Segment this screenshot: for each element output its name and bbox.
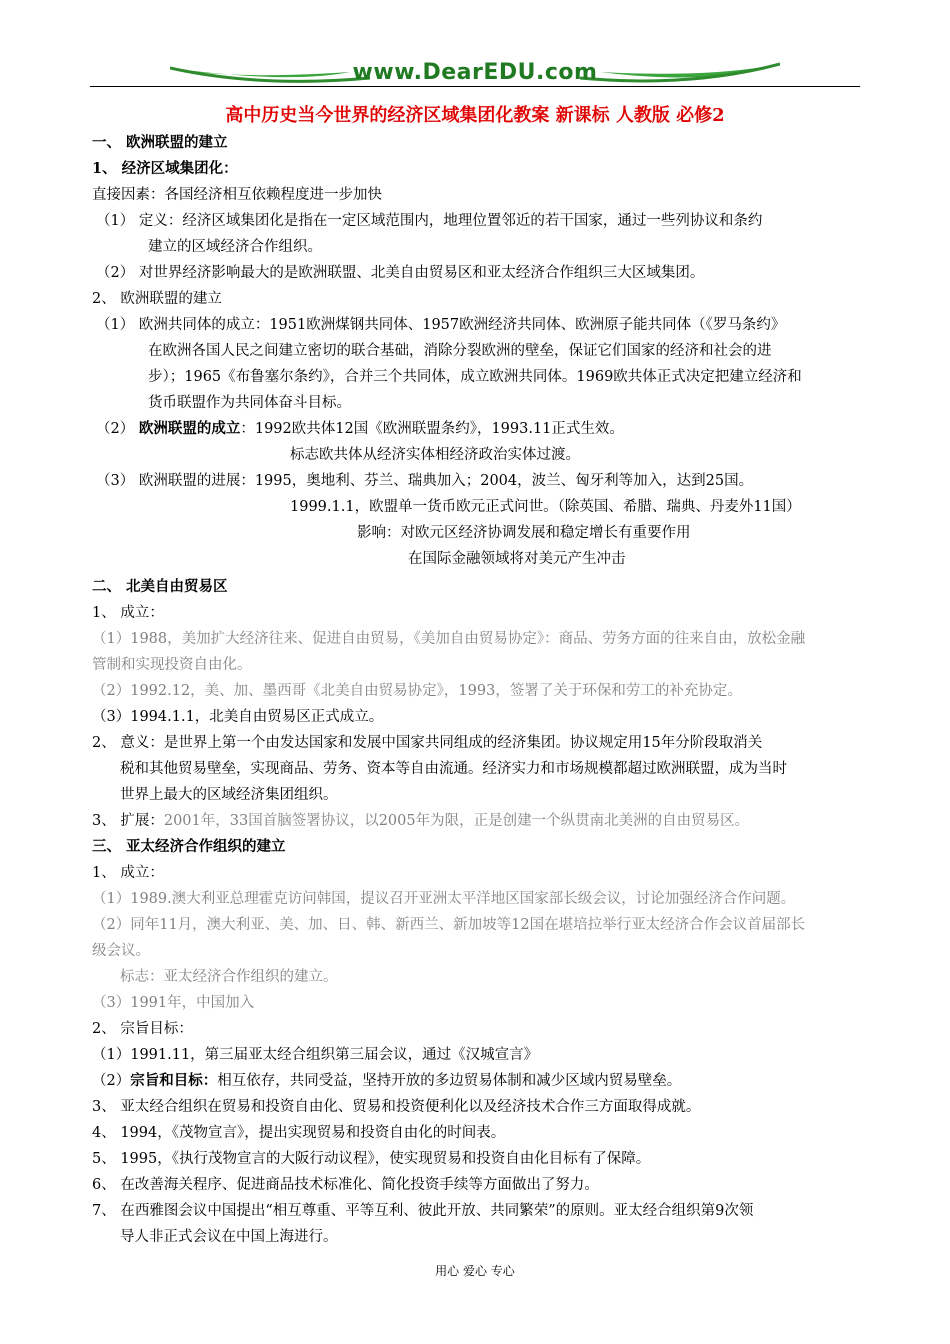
line-text: 级会议。 xyxy=(92,943,150,959)
line-text: 6、 在改善海关程序、促进商品技术标准化、简化投资手续等方面做出了努力。 xyxy=(92,1177,599,1193)
text-line xyxy=(92,837,286,857)
text-line xyxy=(120,1227,338,1247)
text-line xyxy=(290,497,801,517)
text-line xyxy=(120,967,338,987)
line-text: （2） xyxy=(96,421,139,437)
page-title: 高中历史当今世界的经济区域集团化教案 新课标 人教版 必修2 xyxy=(225,105,725,126)
line-text: 直接因素：各国经济相互依赖程度进一步加快 xyxy=(92,187,382,203)
text-line xyxy=(92,1045,538,1065)
line-text: 三、 亚太经济合作组织的建立 xyxy=(92,838,286,855)
text-line xyxy=(148,393,351,413)
text-line xyxy=(92,993,254,1013)
line-text: （2）同年11月，澳大利亚、美、加、日、韩、新西兰、新加坡等12国在堪培拉举行亚太经济合作会议首届部长 xyxy=(92,917,806,933)
text-line xyxy=(92,1149,650,1169)
line-text: 1、 成立： xyxy=(92,865,164,881)
text-line xyxy=(148,367,802,387)
line-text: （2） xyxy=(92,1073,131,1089)
line-segment: 2001年，33国首脑签署协议，以2005年为限，正是创建一个纵贯南北美洲的自由贸易区。 xyxy=(163,813,750,829)
line-text: 标志：亚太经济合作组织的建立。 xyxy=(120,969,338,985)
line-text: （1） 定义：经济区域集团化是指在一定区域范围内，地理位置邻近的若干国家，通过一些列协议和条约 xyxy=(96,213,763,229)
line-segment: 宗旨和目标： xyxy=(130,1072,218,1089)
text-line xyxy=(92,733,762,753)
line-text: 标志欧共体从经济实体相经济政治实体过渡。 xyxy=(290,447,580,463)
line-text: 2、 欧洲联盟的建立 xyxy=(92,291,222,307)
text-line xyxy=(92,289,222,309)
line-text: （2）1992.12，美、加、墨西哥《北美自由贸易协定》，1993，签署了关于环保和劳工的补充协定。 xyxy=(92,683,742,699)
line-text: （1）1989.澳大利亚总理霍克访问韩国，提议召开亚洲太平洋地区国家部长级会议，讨论加强经济合作问题。 xyxy=(92,891,796,907)
text-line xyxy=(96,471,753,491)
text-line xyxy=(92,185,382,205)
line-text: （1）1988，美加扩大经济往来、促进自由贸易，《美加自由贸易协定》：商品、劳务方面的往来自由，放松金融 xyxy=(92,631,806,647)
text-line xyxy=(92,133,228,153)
text-line xyxy=(92,603,164,623)
text-line xyxy=(92,1071,681,1091)
text-line xyxy=(357,523,691,543)
text-line xyxy=(92,1175,599,1195)
footer-text: 用心 爱心 专心 xyxy=(435,1264,515,1278)
text-line xyxy=(148,341,772,361)
line-text: （3）1994.1.1，北美自由贸易区正式成立。 xyxy=(92,709,384,725)
text-line xyxy=(92,159,238,179)
text-line xyxy=(96,263,704,283)
text-line xyxy=(92,577,228,597)
line-text: （1） 欧洲共同体的成立：1951欧洲煤钢共同体、1957欧洲经济共同体、欧洲原子能共同体（《罗马条约》 xyxy=(96,317,786,333)
text-line xyxy=(92,707,383,727)
line-text: 管制和实现投资自由化。 xyxy=(92,657,252,673)
line-text: 1、 经济区域集团化： xyxy=(92,160,238,177)
text-line xyxy=(120,759,787,779)
line-text: 在欧洲各国人民之间建立密切的联合基础，消除分裂欧洲的壁垒，保证它们国家的经济和社会的进 xyxy=(148,343,772,359)
header-rule xyxy=(90,86,860,87)
text-line xyxy=(92,629,805,649)
line-segment: ：1992欧共体12国《欧洲联盟条约》，1993.11正式生效。 xyxy=(240,421,624,437)
text-line xyxy=(92,1123,505,1143)
line-text: （3） 欧洲联盟的进展：1995，奥地利、芬兰、瑞典加入；2004，波兰、匈牙利等加入，达到25国。 xyxy=(96,473,754,489)
text-line xyxy=(92,863,164,883)
text-line xyxy=(92,941,150,961)
line-text: 2、 意义：是世界上第一个由发达国家和发展中国家共同组成的经济集团。协议规定用15年分阶段取消关 xyxy=(92,735,763,751)
text-line xyxy=(96,315,785,335)
line-text: 世界上最大的区域经济集团组织。 xyxy=(120,787,338,803)
text-line xyxy=(408,549,626,569)
line-text: 步）；1965《布鲁塞尔条约》，合并三个共同体，成立欧洲共同体。1969欧共体正式决定把建立经济和 xyxy=(148,369,802,385)
text-line xyxy=(92,1201,753,1221)
line-text: （1）1991.11，第三届亚太经合组织第三届会议，通过《汉城宣言》 xyxy=(92,1047,539,1063)
line-text: 3、 扩展： xyxy=(92,813,164,829)
line-text: 3、 亚太经合组织在贸易和投资自由化、贸易和投资便利化以及经济技术合作三方面取得成就。 xyxy=(92,1099,701,1115)
site-url[interactable]: www.DearEDU.com xyxy=(352,60,598,85)
line-text: 2、 宗旨目标： xyxy=(92,1021,193,1037)
line-text: 二、 北美自由贸易区 xyxy=(92,578,228,595)
text-line xyxy=(92,915,805,935)
line-text: 货币联盟作为共同体奋斗目标。 xyxy=(148,395,351,411)
text-line xyxy=(92,681,742,701)
line-text: 4、 1994，《茂物宣言》，提出实现贸易和投资自由化的时间表。 xyxy=(92,1125,506,1141)
text-line xyxy=(92,655,252,675)
line-segment: 相互依存，共同受益，坚持开放的多边贸易体制和减少区域内贸易壁垒。 xyxy=(217,1073,682,1089)
line-text: 1、 成立： xyxy=(92,605,164,621)
text-line xyxy=(148,237,322,257)
line-text: （3）1991年，中国加入 xyxy=(92,995,255,1011)
text-line xyxy=(92,1097,700,1117)
line-text: 5、 1995，《执行茂物宣言的大阪行动议程》，使实现贸易和投资自由化目标有了保障。 xyxy=(92,1151,651,1167)
text-line xyxy=(96,419,624,439)
text-line xyxy=(96,211,762,231)
text-line xyxy=(120,785,338,805)
line-text: 在国际金融领域将对美元产生冲击 xyxy=(408,551,626,567)
text-line xyxy=(92,1019,193,1039)
line-segment: 欧洲联盟的成立 xyxy=(138,420,241,437)
line-text: （2） 对世界经济影响最大的是欧洲联盟、北美自由贸易区和亚太经济合作组织三大区域集团。 xyxy=(96,265,705,281)
text-line xyxy=(92,889,795,909)
line-text: 建立的区域经济合作组织。 xyxy=(148,239,322,255)
text-line xyxy=(290,445,580,465)
text-line xyxy=(92,811,749,831)
site-logo xyxy=(170,58,780,94)
line-text: 1999.1.1，欧盟单一货币欧元正式问世。（除英国、希腊、瑞典、丹麦外11国） xyxy=(290,499,801,515)
line-text: 导人非正式会议在中国上海进行。 xyxy=(120,1229,338,1245)
line-text: 影响：对欧元区经济协调发展和稳定增长有重要作用 xyxy=(357,525,691,541)
line-text: 7、 在西雅图会议中国提出“相互尊重、平等互利、彼此开放、共同繁荣”的原则。亚太经合组织第9次领 xyxy=(92,1203,754,1219)
line-text: 一、 欧洲联盟的建立 xyxy=(92,134,228,151)
line-text: 税和其他贸易壁垒，实现商品、劳务、资本等自由流通。经济实力和市场规模都超过欧洲联盟，成为当时 xyxy=(120,761,787,777)
